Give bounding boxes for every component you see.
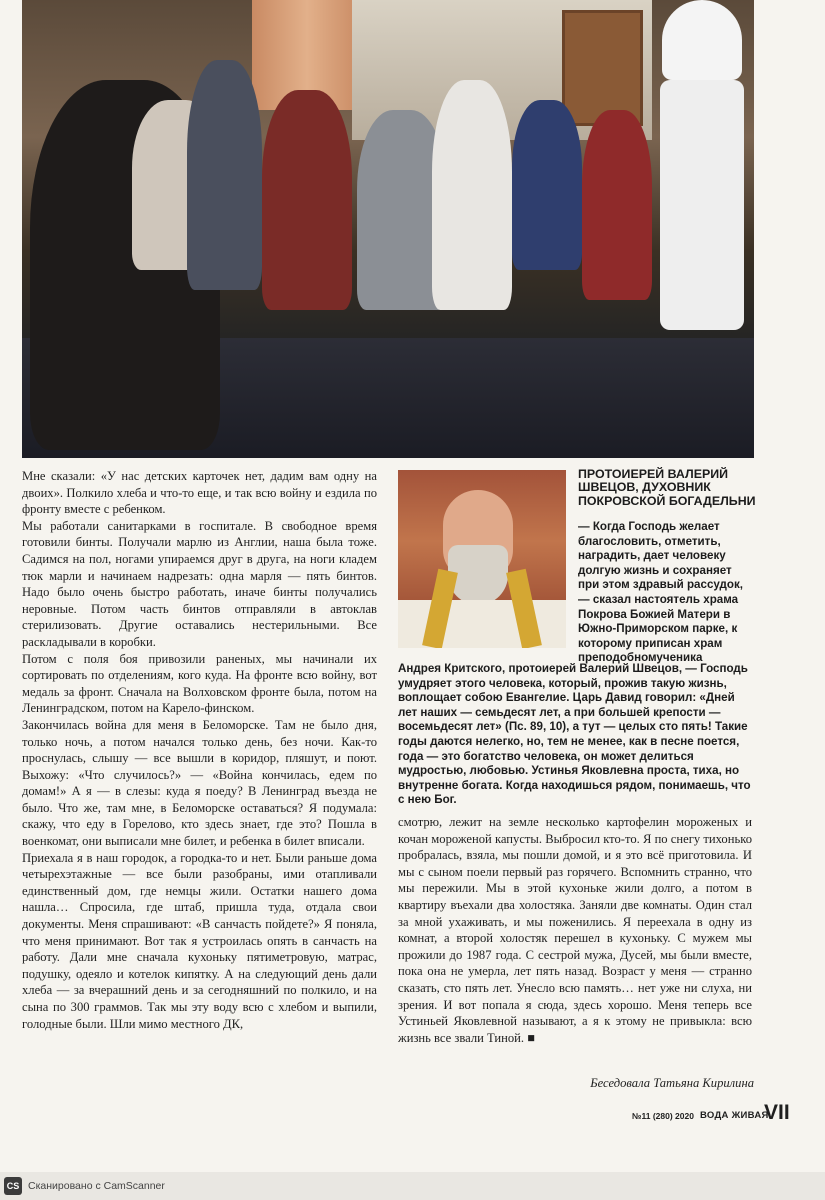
paragraph: Потом с поля боя привозили раненых, мы начинали их сортировать по отделениям, кого куда. На фронте всю войну, вот медаль за фронт. Сначала на Волховском фронте была, потом на Ленинградском, потом на Карело-финском. — [22, 651, 377, 716]
quote-text: — Когда Господь желает благословить, отметить, наградить, дает человеку долгую жизнь и сохраняет при этом здравый рассудок, — сказал настоятель храма Покрова Божией Матери в Южно-Приморском парке, к которому приписан храм преподобномученика — [578, 520, 744, 665]
byline: Беседовала Татьяна Кирилина — [590, 1076, 754, 1090]
page-number: VII — [764, 1101, 790, 1124]
photo-door — [562, 10, 643, 126]
photo-person — [582, 110, 652, 300]
quote-text-continued: Андрея Критского, протоиерей Валерий Швецов, — Господь умудряет этого человека, который, прожив такую жизнь, воплощает собою Евангелие. Царь Давид говорил: «Дней лет наших — семьдесят лет, а при большей крепости — восемьдесят лет» (Пс. 89, 10), а тут — целых сто пять! Такие годы даются нелегко, но, тем не менее, как в песне поется, года — это богатство человека, он может делиться мудростью, любовью. Устинья Яковлевна проста, тиха, но внутренне богата. Когда находишься рядом, понимаешь, что с нею Бог. — [398, 662, 751, 807]
paragraph: смотрю, лежит на земле несколько картофелин мороженых и кочан мороженой капусты. Выбросил кто-то. Я по снегу тихонько пробралась, взяла, мы пошли домой, и я это всё приготовила. И мы с сыном поели первый раз горячего. Вспомнить странно, что мы пережили. Мы в этой кухоньке жили долго, а потом в квартиру въехали два холостяка. Заняли две комнаты. Один стал за мной ухаживать, и мы поженились. Я переехала в одну из комнат, а второй холостяк перешел в кухоньку. С мужем мы прожили до 1987 года. С сестрой мужа, Дусей, мы были вместе, пока она не умерла, лет пять назад. Возраст у меня — странно сказать, сто пять лет. Унесло всю память… нет уже ни слуха, ни зрения. И вот попала я сюда, здесь хорошо. Меня теперь все Устиньей Яковлевной называют, а я к этому не привыкла: всю жизнь все звали Тиной. ■ — [398, 815, 752, 1045]
main-photo — [22, 0, 754, 458]
photo-person — [262, 90, 352, 310]
quote-heading: ПРОТОИЕРЕЙ ВАЛЕРИЙ ШВЕЦОВ, ДУХОВНИК ПОКРОВСКОЙ БОГАДЕЛЬНИ — [578, 467, 756, 508]
paragraph: Мы работали санитарками в госпитале. В свободное время готовили бинты. Получали марлю из Англии, наша была тоже. Садимся на пол, ногами упираемся друг в друга, на ноги кладем тюк марли и начинаем надрезать: одна марля — пять бинтов. Надо было очень быстро работать, иначе бинты получались неровные. Потом часть бинтов отправляли в автоклав стерилизовать. Другие оставались нестерильными. Все раскладывали в коробки. — [22, 518, 377, 649]
paragraph: Закончилась война для меня в Беломорске. Там не было дня, только ночь, а потом начался только день, без ночи. Как-то проснулась, слышу — все вышли в коридор, пляшут, и поют. Выхожу: «Что случилось?» — «Война кончилась, едем по домам!» А я — в слезы: куда я поеду? В Ленинград въезда не было. Что же, там мне, в Беломорске оставаться? Я подумала: скажу, что еду в Горелово, кто здесь знает, где это? Пошла в военкомат, они выписали мне билет, и ребенка в билет вписали. — [22, 717, 377, 849]
paragraph: Приехала я в наш городок, а городка-то и нет. Были раньше дома четырехэтажные — все были разобраны, ими отапливали единственный дом, где немцы жили. Остатки нашего дома нашла… Спросила, где штаб, пришла туда, отдала свои документы. Меня спрашивают: «В санчасть пойдете?» Я поняла, что меня принимают. Вот так я устроилась опять в санчасть на работу. Дали мне сначала кухоньку пятиметровую, матрас, подушку, одеяло и котелок кипятку. А на следующий день дали хлеба — за вчерашний день и за сегодняшний по полкило, и на сына по 300 граммов. Так мы эту воду всю с хлебом и выпили, голодные были. Шли мимо местного ДК, — [22, 850, 377, 1031]
photo-person — [512, 100, 582, 270]
paragraph: Мне сказали: «У нас детских карточек нет, дадим вам одну на двоих». Полкило хлеба и что-то еще, и так всю войну и ездила по фронту вместе с ребенком. — [22, 469, 377, 517]
left-column — [22, 468, 377, 1032]
photo-person — [432, 80, 512, 310]
right-column — [398, 814, 752, 1046]
photo-nun — [652, 0, 752, 360]
issue-number: №11 (280) 2020 — [632, 1111, 694, 1121]
priest-portrait — [398, 470, 566, 648]
scanner-watermark: Сканировано с CamScanner — [28, 1180, 165, 1192]
photo-person — [187, 60, 262, 290]
magazine-title: ВОДА ЖИВАЯ — [700, 1110, 769, 1121]
camscanner-logo-icon: CS — [4, 1177, 22, 1195]
